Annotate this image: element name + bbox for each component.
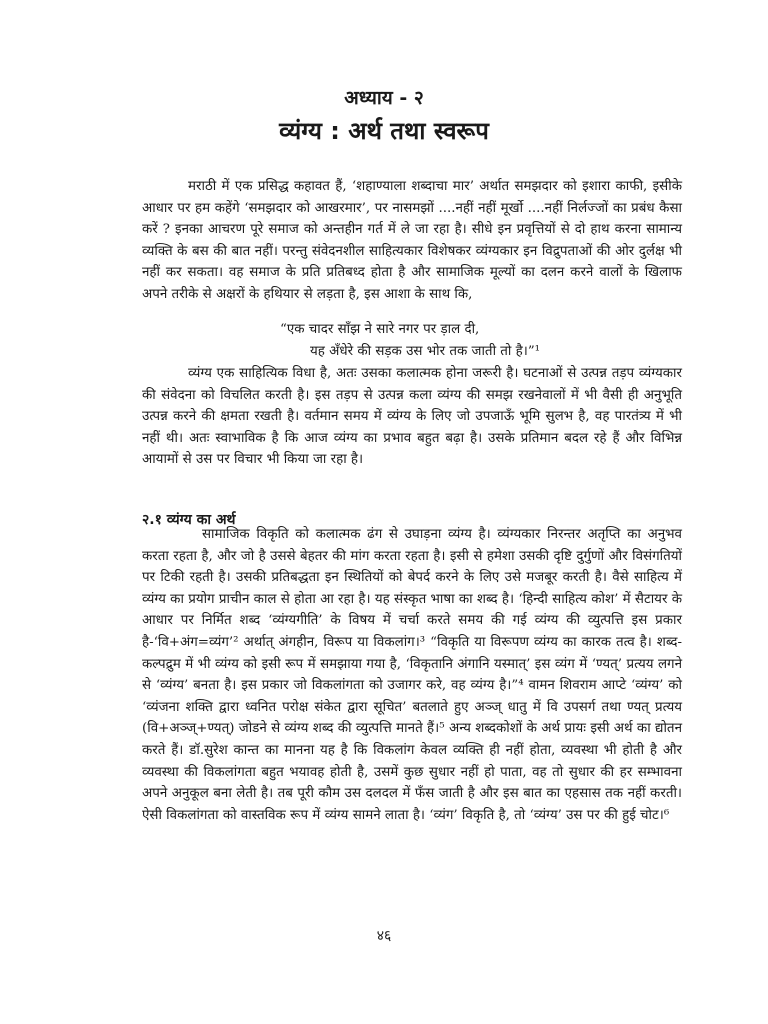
chapter-title: व्यंग्य : अर्थ तथा स्वरूप	[279, 117, 489, 145]
paragraph-intro: मराठी में एक प्रसिद्ध कहावत हैं, ‘शहाण्याला शब्दाचा मार’ अर्थात समझदार को इशारा काफी, इसीके आधार पर हम कहेंगे ‘समझदार को आखरमार’, पर नासमझों ....नहीं नहीं मूर्खो ....नहीं निर्लज्जों का प्रबंध कैसा करें ? इनका आचरण पूरे समाज को अन्तहीन गर्त में ले जा रहा है। सीधे इन प्रवृत्तियों से दो हाथ करना सामान्य व्यक्ति के बस की बात नहीं। परन्तु संवेदनशील साहित्यकार विशेषकर व्यंग्यकार इन विद्रुपताओं की ओर दुर्लक्ष भी नहीं कर सकता। वह समाज के प्रति प्रतिबध्द होता है और सामाजिक मूल्यों का दलन करने वालों के खिलाफ अपने तरीके से अक्षरों के हथियार से लड़ता है, इस आशा के साथ कि,	[142, 179, 682, 302]
quote-line-1: “एक चादर साँझ ने सारे नगर पर ड़ाल दी,	[280, 322, 480, 337]
page-number: ४६	[376, 928, 392, 944]
section-heading: २.१ व्यंग्य का अर्थ	[142, 512, 236, 528]
paragraph-satire-genre: व्यंग्य एक साहित्यिक विधा है, अतः उसका कलात्मक होना जरूरी है। घटनाओं से उत्पन्न तड़प व्यंग्यकार की संवेदना को विचलित करती है। इस तड़प से उत्पन्न कला व्यंग्य की समझ रखनेवालों में भी वैसी ही अनुभूति उत्पन्न करने की क्षमता रखती है। वर्तमान समय में व्यंग्य के लिए जो उपजाऊँ भूमि सुलभ है, वह पारतंत्र्य में भी नहीं थी। अतः स्वाभाविक है कि आज व्यंग्य का प्रभाव बहुत बढ़ा है। उसके प्रतिमान बदल रहे हैं और विभिन्न आयामों से उस पर विचार भी किया जा रहा है।	[142, 366, 682, 468]
quote-line-2: यह अँधेरे की सड़क उस भोर तक जाती तो है।”¹	[310, 344, 541, 359]
paragraph-meaning: सामाजिक विकृति को कलात्मक ढंग से उघाड़ना व्यंग्य है। व्यंग्यकार निरन्तर अतृप्ति का अनुभव करता रहता है, और जो है उससे बेहतर की मांग करता रहता है। इसी से हमेशा उसकी दृष्टि दुर्गुणों और विसंगतियों पर टिकी रहती है। उसकी प्रतिबद्धता इन स्थितियों को बेपर्द करने के लिए उसे मजबूर करती है। वैसे साहित्य में व्यंग्य का प्रयोग प्राचीन काल से होता आ रहा है। यह संस्कृत भाषा का शब्द है। ‘हिन्दी साहित्य कोश’ में सैटायर के आधार पर निर्मित शब्द ‘व्यंग्यगीति’ के विषय में चर्चा करते समय की गई व्यंग्य की व्युत्पत्ति इस प्रकार है-‘वि+अंग=व्यंग’² अर्थात् अंगहीन, विरूप या विकलांग।³ “विकृति या विरूपण व्यंग्य का कारक तत्व है। शब्द-कल्पद्रुम में भी व्यंग्य को इसी रूप में समझाया गया है, ‘विकृतानि अंगानि यस्मात्’ इस व्यंग में ‘ण्यत्’ प्रत्यय लगने से ‘व्यंग्य’ बनता है। इस प्रकार जो विकलांगता को उजागर करे, वह व्यंग्य है।”⁴ वामन शिवराम आप्टे ‘व्यंग्य’ को ‘व्यंजना शक्ति द्वारा ध्वनित परोक्ष संकेत द्वारा सूचित’ बतलाते हुए अञ्ज् धातु में वि उपसर्ग तथा ण्यत् प्रत्यय (वि+अञ्ज्+ण्यत्) जोडने से व्यंग्य शब्द की व्युत्पत्ति मानते हैं।⁵ अन्य शब्दकोशों के अर्थ प्रायः इसी अर्थ का द्योतन करते हैं। डॉ.सुरेश कान्त का मानना यह है कि विकलांग केवल व्यक्ति ही नहीं होता, व्यवस्था भी होती है और व्यवस्था की विकलांगता बहुत भयावह होती है, उसमें कुछ सुधार नहीं हो पाता, वह तो सुधार की हर सम्भावना अपने अनुकूल बना लेती है। तब पूरी कौम उस दलदल में फँस जाती है और इस बात का एहसास तक नहीं करती। ऐसी विकलांगता को वास्तविक रूप में व्यंग्य सामने लाता है। ‘व्यंग’ विकृति है, तो ‘व्यंग्य’ उस पर की हुई चोट।⁶	[142, 527, 682, 823]
chapter-label: अध्याय - २	[344, 87, 424, 109]
